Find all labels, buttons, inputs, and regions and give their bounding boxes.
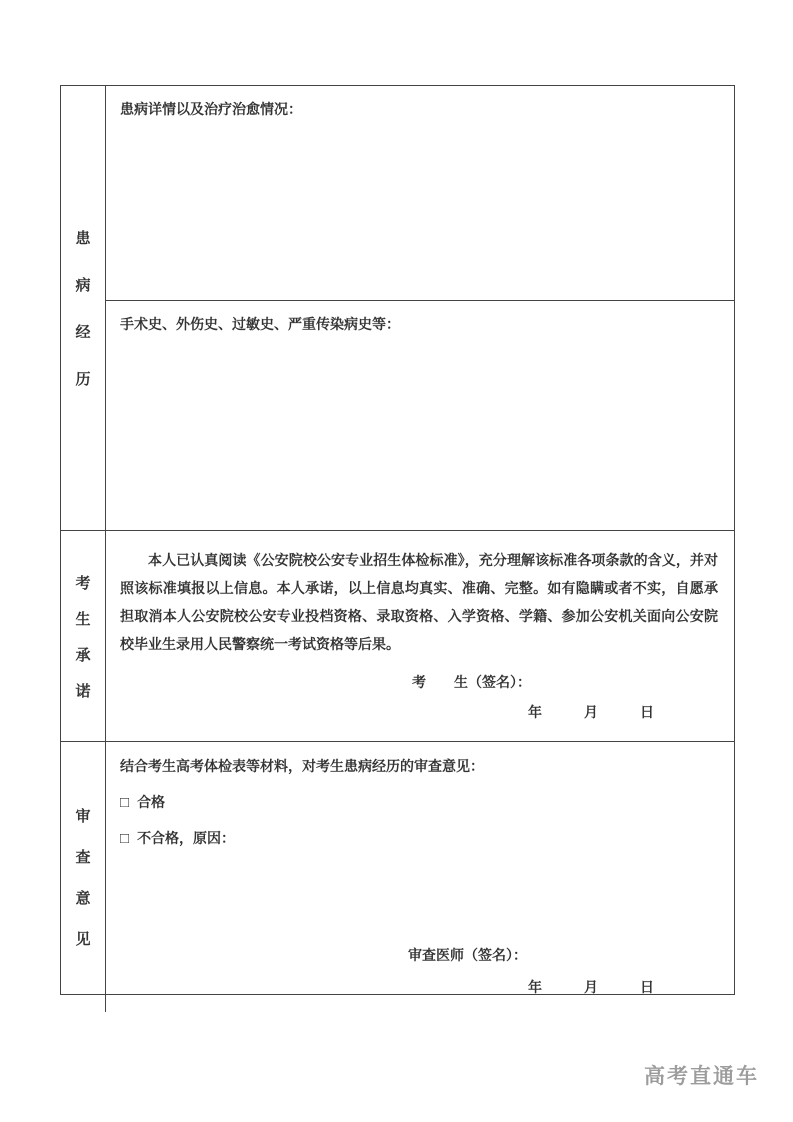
- label-char: 考: [75, 574, 91, 592]
- review-date-label: 年 月 日: [528, 979, 654, 995]
- review-opinion-section: [106, 742, 734, 1012]
- label-char: 患: [75, 230, 91, 247]
- candidate-promise-section: [106, 531, 734, 742]
- illness-history-section: [106, 301, 734, 531]
- qualified-label: 合格: [137, 794, 166, 810]
- candidate-date-label: 年 月 日: [528, 704, 654, 720]
- form-table: [60, 85, 735, 995]
- illness-detail-title: 患病详情以及治疗治愈情况：: [120, 101, 302, 117]
- label-char: 诺: [75, 682, 91, 700]
- label-char: 查: [75, 849, 91, 866]
- label-char: 见: [75, 931, 91, 948]
- option-unqualified: [120, 828, 720, 849]
- review-intro: 结合考生高考体检表等材料，对考生患病经历的审查意见：: [120, 758, 484, 774]
- label-char: 经: [75, 324, 91, 341]
- qualified-checkbox[interactable]: □: [120, 794, 130, 811]
- row-label-candidate-promise: [61, 531, 106, 742]
- label-char: 病: [75, 277, 91, 294]
- illness-detail-section: [106, 86, 734, 301]
- label-char: 承: [75, 646, 91, 664]
- unqualified-checkbox[interactable]: □: [120, 830, 130, 847]
- option-qualified: [120, 792, 720, 813]
- row-label-illness-history: [61, 86, 106, 531]
- promise-paragraph: 本人已认真阅读《公安院校公安专业招生体检标准》，充分理解该标准各项条款的含义，并对照该标准填报以上信息。本人承诺，以上信息均真实、准确、完整。如有隐瞒或者不实，自愿承担取消本人公安院校公安专业投档资格、录取资格、入学资格、学籍、参加公安机关面向公安院校毕业生录用人民警察统一考试资格等后果。: [120, 552, 718, 652]
- label-char: 生: [75, 610, 91, 628]
- candidate-signature-label: 考 生（签名）：: [412, 674, 531, 690]
- label-char: 审: [75, 808, 91, 825]
- watermark-brand: 高考直通车: [644, 1065, 759, 1088]
- unqualified-label: 不合格，原因：: [137, 830, 236, 846]
- row-label-review-opinion: [61, 742, 106, 1012]
- label-char: 意: [75, 890, 91, 907]
- illness-history-title: 手术史、外伤史、过敏史、严重传染病史等：: [120, 316, 400, 332]
- label-char: 历: [75, 371, 91, 388]
- review-physician-signature-label: 审查医师（签名）：: [408, 947, 527, 963]
